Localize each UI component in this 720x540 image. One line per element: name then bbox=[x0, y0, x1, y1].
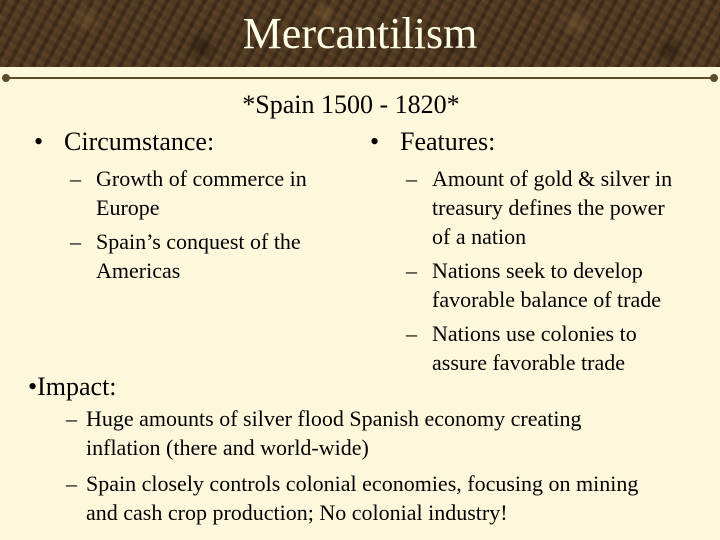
dash-icon: – bbox=[66, 406, 77, 431]
rule-right-dot bbox=[710, 74, 718, 82]
circumstance-item-1-line-1: Growth of commerce in bbox=[96, 166, 307, 191]
circumstance-heading-label: Circumstance: bbox=[64, 127, 215, 156]
slide-subtitle: *Spain 1500 - 1820* bbox=[242, 90, 460, 119]
dash-icon: – bbox=[406, 321, 417, 346]
slide-title: Mercantilism bbox=[242, 9, 478, 58]
circumstance-item-2-line-1: Spain’s conquest of the bbox=[96, 229, 301, 254]
features-item-1-line-2: treasury defines the power bbox=[432, 195, 665, 220]
dash-icon: – bbox=[66, 471, 77, 496]
bullet-icon: • bbox=[34, 127, 44, 156]
features-item-2-line-2: favorable balance of trade bbox=[432, 287, 662, 312]
title-divider bbox=[8, 77, 712, 79]
features-item-3-line-2: assure favorable trade bbox=[432, 350, 626, 375]
title-rule-gap bbox=[0, 67, 720, 71]
dash-icon: – bbox=[70, 229, 81, 254]
features-item-1-line-3: of a nation bbox=[432, 224, 527, 249]
features-heading-label: Features: bbox=[400, 127, 496, 156]
bullet-icon: • bbox=[370, 127, 380, 156]
impact-heading bbox=[28, 372, 117, 402]
impact-item-2-line-2: and cash crop production; No colonial industry! bbox=[86, 500, 508, 525]
impact-heading-label: Impact: bbox=[37, 372, 117, 401]
impact-item-1-line-1: Huge amounts of silver flood Spanish economy creating bbox=[86, 406, 582, 431]
features-item-3-line-1: Nations use colonies to bbox=[432, 321, 637, 346]
impact-item-2-line-1: Spain closely controls colonial economies, focusing on mining bbox=[86, 471, 639, 496]
features-heading bbox=[370, 127, 495, 157]
dash-icon: – bbox=[406, 258, 417, 283]
circumstance-item-2-line-2: Americas bbox=[96, 258, 181, 283]
bullet-icon: • bbox=[28, 372, 38, 401]
features-item-2-line-1: Nations seek to develop bbox=[432, 258, 643, 283]
dash-icon: – bbox=[70, 166, 81, 191]
features-item-1-line-1: Amount of gold & silver in bbox=[432, 166, 673, 191]
impact-item-1-line-2: inflation (there and world-wide) bbox=[86, 435, 369, 460]
dash-icon: – bbox=[406, 166, 417, 191]
circumstance-item-1-line-2: Europe bbox=[96, 195, 160, 220]
circumstance-heading bbox=[34, 127, 214, 157]
